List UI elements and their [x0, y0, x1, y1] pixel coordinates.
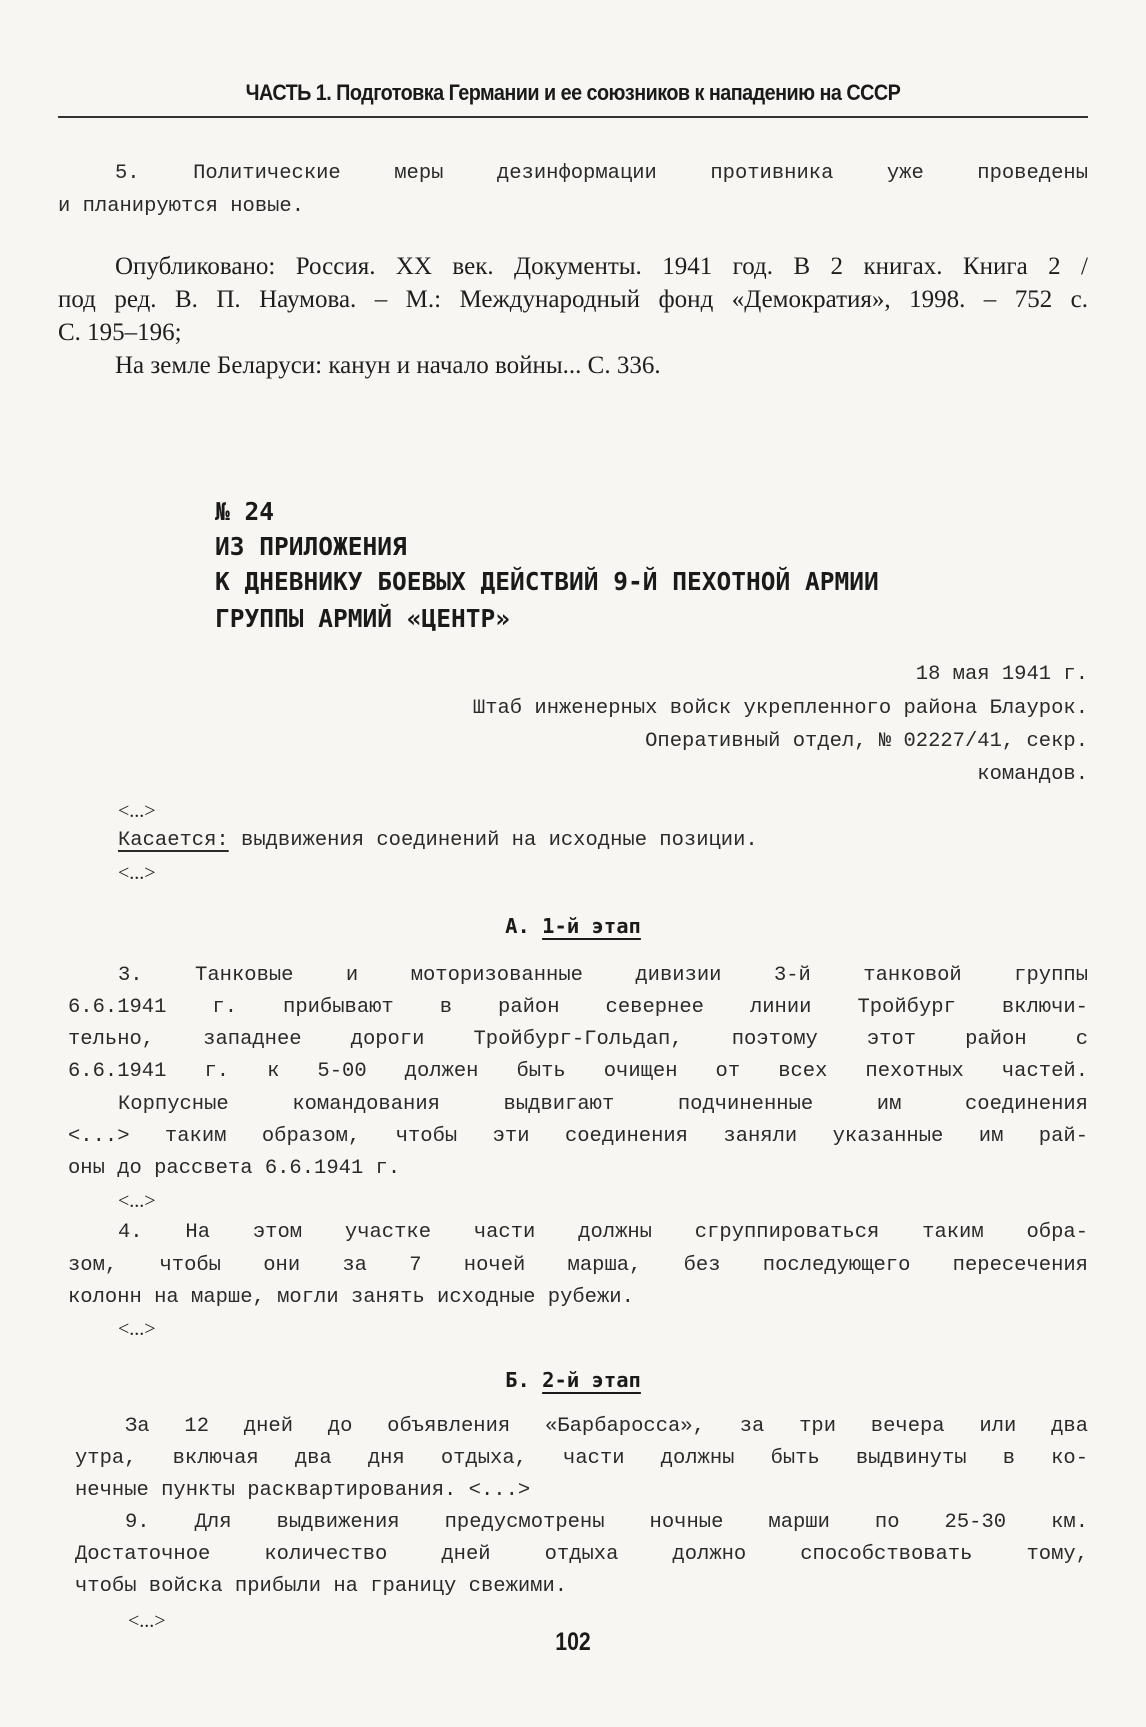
stage-b-heading [0, 1368, 1146, 1392]
subject-text: выдвижения соединений на исходные позиции. [241, 829, 758, 852]
document-origin-line-2: Оперативный отдел, № 02227/41, секр. [645, 730, 1088, 753]
document-number: № 24 [215, 497, 275, 526]
publication-line-3: С. 195–196; [58, 319, 182, 346]
stage-b-title: 2-й этап [542, 1368, 641, 1392]
document-date: 18 мая 1941 г. [915, 663, 1088, 686]
running-header: ЧАСТЬ 1. Подготовка Германии и ее союзников к нападению на СССР [245, 80, 901, 105]
paragraph-5-line-2: и планируются новые. [58, 195, 305, 218]
stage-a-title: 1-й этап [542, 914, 641, 938]
publication-line-4: На земле Беларуси: канун и начало войны... С. 336. [115, 352, 661, 379]
ellipsis-4: <...> [118, 1318, 156, 1340]
stage-b-intro-line-3: нечные пункты расквартирования. <...> [75, 1479, 531, 1502]
document-title-line-1: ИЗ ПРИЛОЖЕНИЯ [215, 532, 407, 561]
paragraph-3-line-2: 6.6.1941 г. прибывают в район севернее линии Тройбург включи- [68, 996, 1088, 1019]
ellipsis-5: <...> [128, 1610, 166, 1632]
paragraph-4-line-2: зом, чтобы они за 7 ночей марша, без последующего пересечения [68, 1254, 1088, 1277]
stage-a-heading [0, 914, 1146, 938]
stage-b-prefix: Б. [505, 1368, 530, 1392]
document-title-line-2: К ДНЕВНИКУ БОЕВЫХ ДЕЙСТВИЙ 9-Й ПЕХОТНОЙ АРМИИ [215, 567, 879, 596]
subject-label: Касается: [118, 829, 229, 852]
page-number: 102 [555, 1628, 591, 1656]
paragraph-4-line-3: колонн на марше, могли занять исходные рубежи. [68, 1286, 634, 1309]
corps-paragraph-line-2: <...> таким образом, чтобы эти соединения заняли указанные им рай- [68, 1125, 1088, 1148]
paragraph-9-line-2: Достаточное количество дней отдыха должно способствовать тому, [75, 1543, 1088, 1566]
ellipsis-2: <...> [118, 862, 156, 884]
ellipsis-1: <...> [118, 800, 156, 822]
paragraph-5-line-1: 5. Политические меры дезинформации противника уже проведены [115, 162, 1088, 185]
document-origin-line-3: командов. [977, 763, 1088, 786]
paragraph-3-line-1: 3. Танковые и моторизованные дивизии 3-й танковой группы [118, 964, 1088, 987]
document-title-line-3: ГРУППЫ АРМИЙ «ЦЕНТР» [215, 604, 511, 633]
document-origin-line-1: Штаб инженерных войск укрепленного района Блаурок. [472, 697, 1088, 720]
stage-b-intro-line-2: утра, включая два дня отдыха, части должны быть выдвинуты в ко- [75, 1447, 1088, 1470]
corps-paragraph-line-3: оны до рассвета 6.6.1941 г. [68, 1157, 401, 1180]
publication-line-2: под ред. В. П. Наумова. – М.: Международный фонд «Демократия», 1998. – 752 с. [58, 286, 1088, 313]
paragraph-3-line-3: тельно, западнее дороги Тройбург-Гольдап, поэтому этот район с [68, 1028, 1088, 1051]
paragraph-3-line-4: 6.6.1941 г. к 5-00 должен быть очищен от всех пехотных частей. [68, 1060, 1088, 1083]
stage-b-intro-line-1: За 12 дней до объявления «Барбаросса», за три вечера или два [125, 1415, 1088, 1438]
subject-line [118, 829, 758, 852]
publication-line-1: Опубликовано: Россия. XX век. Документы. 1941 год. В 2 книгах. Книга 2 / [115, 253, 1088, 280]
ellipsis-3: <...> [118, 1190, 156, 1212]
paragraph-9-line-3: чтобы войска прибыли на границу свежими. [75, 1575, 568, 1598]
paragraph-9-line-1: 9. Для выдвижения предусмотрены ночные марши по 25-30 км. [125, 1511, 1088, 1534]
stage-a-prefix: А. [505, 914, 530, 938]
paragraph-4-line-1: 4. На этом участке части должны сгруппироваться таким обра- [118, 1221, 1088, 1244]
header-rule [58, 116, 1088, 118]
corps-paragraph-line-1: Корпусные командования выдвигают подчиненные им соединения [118, 1093, 1088, 1116]
